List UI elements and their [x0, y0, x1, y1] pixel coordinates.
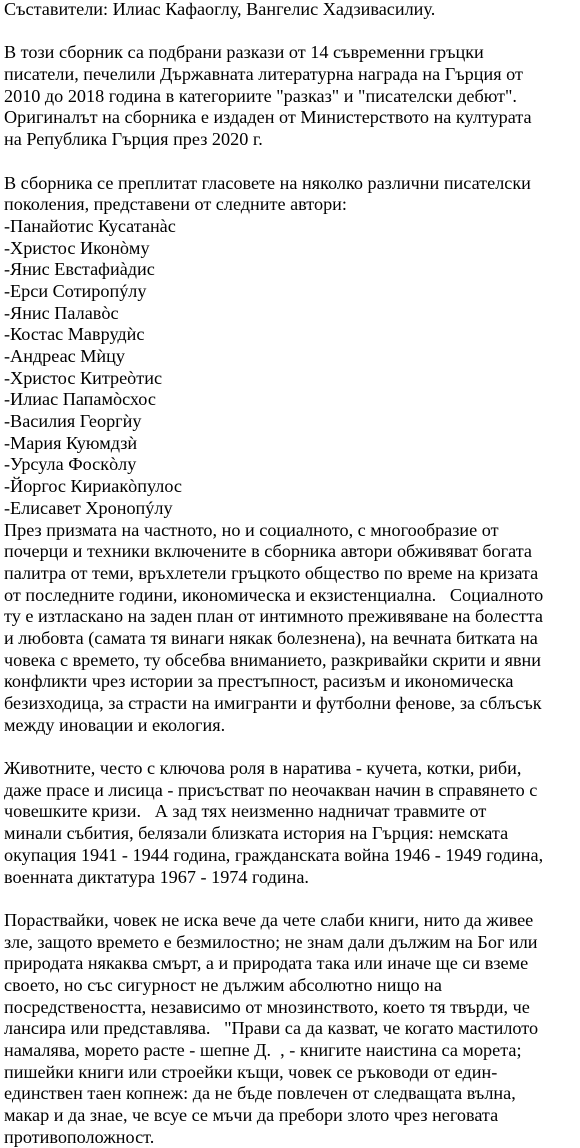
author-item: -Костас Маврудѝс — [4, 324, 145, 345]
intro-line: 2010 до 2018 година в категориите "разказ" и "писателски дебют". — [4, 85, 517, 106]
growing-paragraph — [4, 910, 576, 1148]
intro-line: Оригиналът на сборника е издаден от Министерството на културата — [4, 107, 532, 128]
growing-line: лансира или представлява. "Прави са да казват, че когато мастилото — [4, 1018, 539, 1039]
author-item: -Ерси Сотиропýлу — [4, 280, 147, 301]
growing-line: зле, защото времето е безмилостно; не знам дали дължим на Бог или — [4, 931, 538, 952]
author-item: -Мария Куюмдзѝ — [4, 432, 138, 453]
author-item: -Урсула Фоскòлу — [4, 454, 137, 475]
animals-line: даже прасе и лисица - присъстват по неочакван начин в справянето с — [4, 779, 538, 800]
animals-line: военната диктатура 1967 - 1974 година. — [4, 866, 309, 887]
author-item: -Йоргос Кириакòпулос — [4, 476, 182, 497]
paragraph-gap — [4, 21, 576, 43]
growing-line: природата някаква смърт, а и природата така или иначе ще си вземе — [4, 953, 529, 974]
animals-line: Животните, често с ключова роля в наратива - кучета, котки, риби, — [4, 758, 522, 779]
voices-line: поколения, представени от следните автори: — [4, 194, 347, 215]
author-item: -Янис Евстафиàдис — [4, 259, 155, 280]
prism-line: палитра от теми, връхлетели гръцкото общество по време на кризата — [4, 562, 539, 583]
growing-line: своето, но със сигурност не дължим абсолютно нищо на — [4, 974, 442, 995]
author-item: -Елисавет Хронопýлу — [4, 497, 173, 518]
prism-line: конфликти чрез истории за престъпност, расизъм и икономическа — [4, 671, 514, 692]
growing-line: посредствеността, независимо от мнозинството, което тя твърди, че — [4, 996, 530, 1017]
voices-line: В сборника се преплитат гласовете на няколко различни писателски — [4, 172, 531, 193]
growing-line: макар и да знае, че всуе се мъчи да пребори злото чрез неговата — [4, 1105, 499, 1126]
paragraph-gap — [4, 151, 576, 173]
intro-line: В този сборник са подбрани разкази от 14 съвременни гръцки — [4, 42, 484, 63]
author-item: -Христос Китреòтис — [4, 367, 163, 388]
author-item: -Илиас Папамòсхос — [4, 389, 156, 410]
prism-line: ту е изтласкано на заден план от интимното преживяване на болестта — [4, 606, 543, 627]
paragraph-gap — [4, 736, 576, 758]
animals-line: минали събития, белязали близката история на Гърция: немската — [4, 823, 509, 844]
growing-line: единствен таен копнеж: да не бъде повлечен от следващата вълна, — [4, 1083, 516, 1104]
author-item: -Андреас Мѝцу — [4, 346, 125, 366]
prism-line: човека с времето, ту обсебва вниманието, разкривайки скрити и явни — [4, 649, 542, 670]
prism-line: безизходица, за страсти на имигранти и футболни фенове, за сблъсък — [4, 693, 542, 713]
paragraph-gap — [4, 888, 576, 910]
prism-paragraph — [4, 520, 576, 737]
voices-paragraph — [4, 173, 576, 216]
authors-list — [4, 216, 576, 520]
author-item: -Христос Иконòму — [4, 237, 150, 258]
compilers-line: Съставители: Илиас Кафаоглу, Вангелис Хадзивасилиу. — [4, 0, 436, 19]
prism-line: между иновации и екология. — [4, 714, 226, 735]
growing-line: противоположност. — [4, 1126, 155, 1147]
growing-line: пишейки книги или строейки къщи, човек се ръководи от един- — [4, 1061, 498, 1082]
author-item: -Панайотис Кусатанàс — [4, 215, 176, 236]
animals-paragraph — [4, 758, 576, 888]
intro-line: на Република Гърция през 2020 г. — [4, 129, 263, 150]
author-item: -Василия Георгѝу — [4, 411, 142, 432]
growing-line: Пораствайки, човек не иска вече да чете слаби книги, нито да живее — [4, 909, 534, 930]
author-item: -Янис Палавòс — [4, 302, 119, 323]
prism-line: от последните години, икономическа и екзистенциална. Социалното — [4, 584, 544, 605]
growing-line: намалява, морето расте - шепне Д. , - книгите наистина са морета; — [4, 1040, 522, 1060]
intro-paragraph — [4, 42, 576, 150]
prism-line: и любовта (самата тя винаги някак болезнена), на вечната битката на — [4, 627, 538, 648]
prism-line: почерци и техники включените в сборника автори обживяват богата — [4, 541, 532, 562]
animals-line: окупация 1941 - 1944 година, гражданската война 1946 - 1949 година, — [4, 844, 544, 865]
intro-line: писатели, печелили Държавната литературна награда на Гърция от — [4, 64, 523, 85]
prism-line: През призмата на частното, но и социалното, с многообразие от — [4, 519, 499, 540]
animals-line: човешките кризи. А зад тях неизменно надничат травмите от — [4, 801, 487, 822]
